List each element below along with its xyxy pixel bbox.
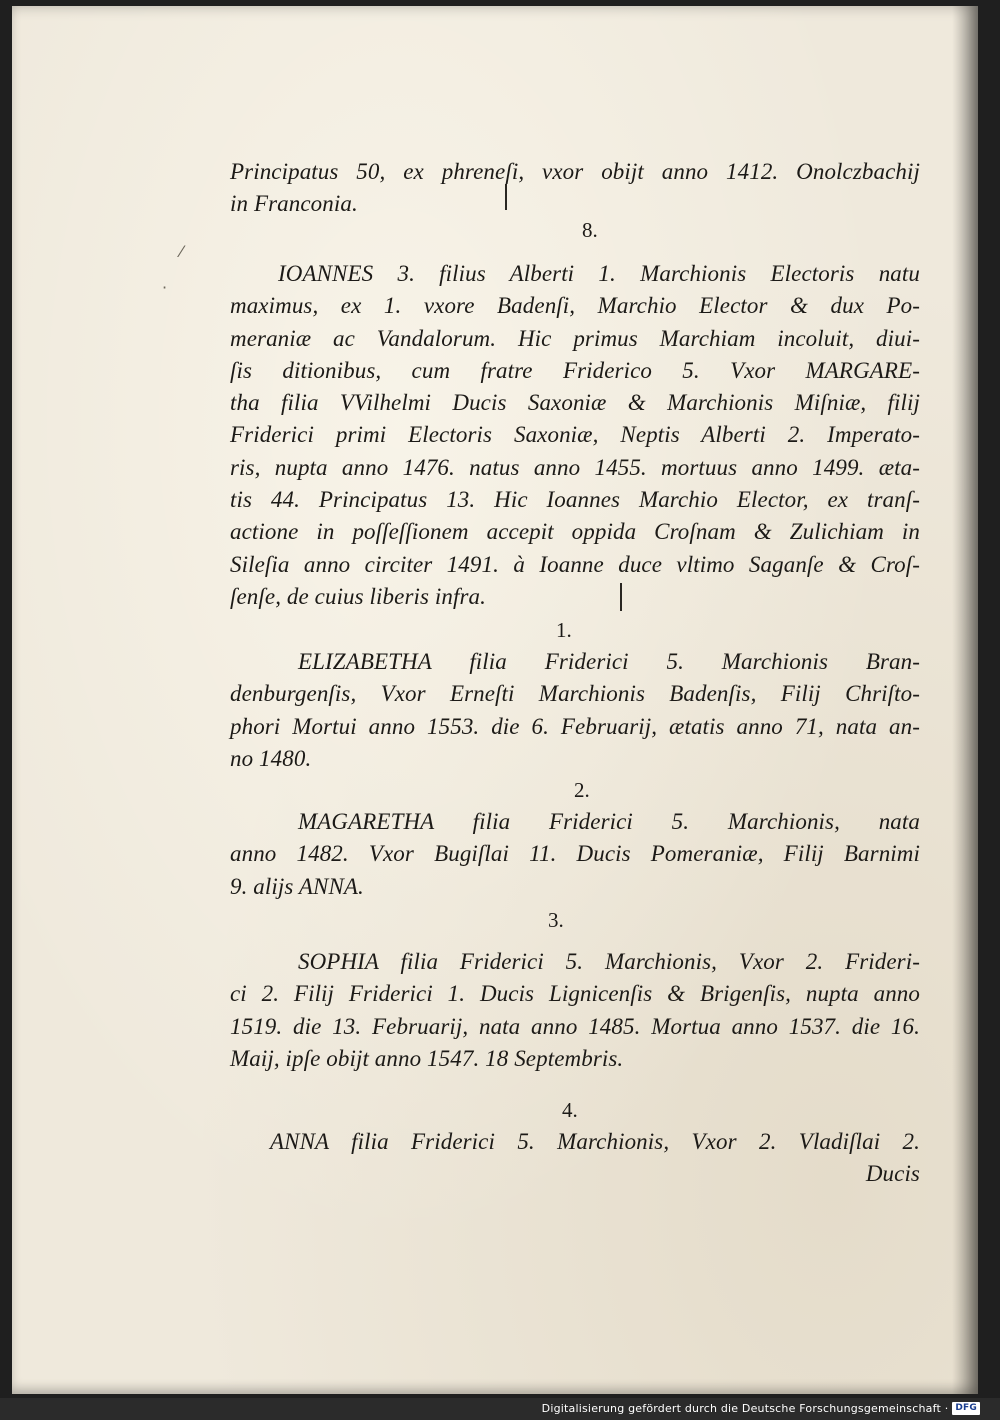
text-line: actione in poſſeſſionem accepit oppida Croſnam & Zulichiam in — [230, 519, 920, 545]
text-line: anno 1482. Vxor Bugiſlai 11. Ducis Pomeraniæ, Filij Barnimi — [230, 841, 920, 867]
text-line: phori Mortui anno 1553. die 6. Februarij, ætatis anno 71, nata an- — [230, 713, 920, 739]
text-line: no 1480. — [230, 745, 312, 771]
text-line: Sileſia anno circiter 1491. à Ioanne duce vltimo Saganſe & Croſ- — [230, 551, 920, 577]
text-line: Principatus 50, ex phreneſi, vxor obijt anno 1412. Onolczbachij — [230, 159, 920, 184]
book-page — [12, 6, 978, 1394]
credit-text: Digitalisierung gefördert durch die Deutsche Forschungsgemeinschaft · — [541, 1402, 949, 1415]
section-number: 4. — [562, 1098, 578, 1122]
paragraph-elizabetha — [230, 646, 920, 775]
text-line: in Franconia. — [230, 191, 358, 217]
paragraph-magaretha — [230, 806, 920, 903]
text-line: ſenſe, de cuius liberis infra. — [230, 583, 486, 609]
text-line: maximus, ex 1. vxore Badenſi, Marchio Elector & dux Po- — [230, 293, 920, 319]
section-number: 8. — [582, 218, 598, 242]
gutter-shadow — [952, 6, 978, 1394]
section-number: 1. — [556, 618, 572, 642]
section-number: 3. — [548, 908, 564, 932]
margin-mark: ⁄ — [180, 242, 183, 261]
text-line: SOPHIA filia Friderici 5. Marchionis, Vxor 2. Frideri- — [298, 949, 920, 974]
divider-bar — [620, 583, 622, 611]
margin-mark: · — [162, 278, 168, 297]
text-line: Maij, ipſe obijt anno 1547. 18 Septembris. — [230, 1045, 624, 1071]
text-line: meraniæ ac Vandalorum. Hic primus Marchiam incoluit, diui- — [230, 325, 920, 351]
text-line: 1519. die 13. Februarij, nata anno 1485. Mortua anno 1537. die 16. — [230, 1013, 920, 1039]
paragraph-ioannes — [230, 258, 920, 613]
text-line: ſis ditionibus, cum fratre Friderico 5. Vxor MARGARE- — [230, 357, 920, 383]
catchword: Ducis — [865, 1161, 920, 1186]
section-number: 2. — [574, 778, 590, 802]
text-line: MAGARETHA filia Friderici 5. Marchionis, nata — [298, 809, 920, 834]
catchword-block — [230, 1158, 920, 1190]
text-line: 9. alijs ANNA. — [230, 873, 364, 899]
text-line: denburgenſis, Vxor Erneſti Marchionis Badenſis, Filij Chriſto- — [230, 681, 920, 707]
divider-bar — [505, 184, 507, 210]
paragraph-continuation — [230, 156, 920, 221]
text-line: Friderici primi Electoris Saxoniæ, Neptis Alberti 2. Imperato- — [230, 422, 920, 448]
text-line: tis 44. Principatus 13. Hic Ioannes Marchio Elector, ex tranſ- — [230, 487, 920, 513]
text-line: tha filia VVilhelmi Ducis Saxoniæ & Marchionis Miſniæ, filij — [230, 390, 920, 416]
text-line: ris, nupta anno 1476. natus anno 1455. mortuus anno 1499. æta- — [230, 454, 920, 480]
digitization-credit — [542, 1402, 980, 1415]
text-line: ANNA filia Friderici 5. Marchionis, Vxor 2. Vladiſlai 2. — [270, 1129, 920, 1154]
text-line: IOANNES 3. filius Alberti 1. Marchionis Electoris natu — [278, 261, 920, 286]
paragraph-anna — [270, 1126, 920, 1158]
text-line: ci 2. Filij Friderici 1. Ducis Lignicenſis & Brigenſis, nupta anno — [230, 981, 920, 1007]
text-line: ELIZABETHA filia Friderici 5. Marchionis Bran- — [298, 649, 920, 674]
paragraph-sophia — [230, 946, 920, 1075]
dfg-logo: DFG — [952, 1402, 980, 1415]
